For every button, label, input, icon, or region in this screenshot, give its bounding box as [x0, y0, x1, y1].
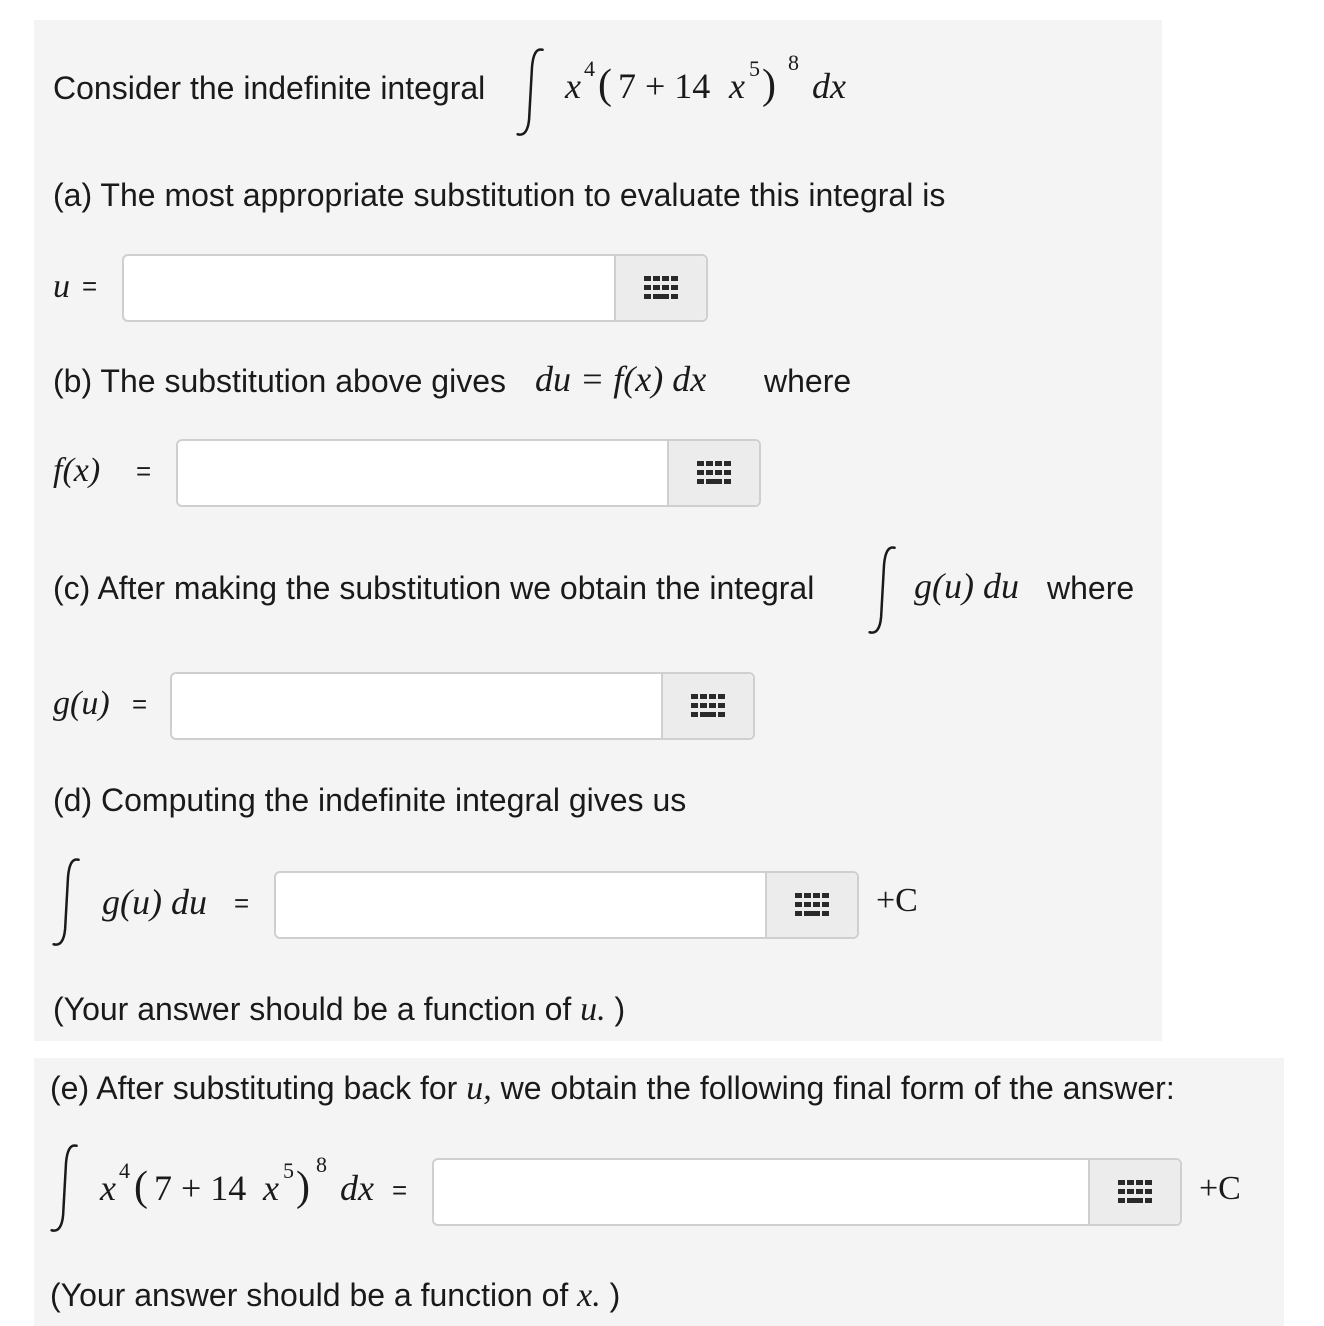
intro-inner-exp: 5: [749, 56, 760, 81]
grid-keyboard-icon: [697, 461, 731, 485]
part-e-answer-field: [432, 1158, 1182, 1226]
grid-keyboard-icon: [691, 694, 725, 718]
part-b-label-eq: =: [136, 456, 152, 486]
part-a-math-keyboard-button[interactable]: [614, 256, 706, 320]
part-d-label: g(u) du: [102, 882, 207, 922]
intro-integrand-base: x: [565, 66, 581, 106]
integral-sign-icon: [864, 542, 904, 638]
integral-sign-icon: [46, 1140, 86, 1236]
intro-inner: 7 + 14: [618, 66, 711, 106]
intro-paren-open: (: [598, 62, 612, 108]
part-e-inner: 7 + 14: [154, 1168, 247, 1208]
part-e-differential: dx: [340, 1168, 374, 1208]
part-b-answer-input[interactable]: [178, 441, 669, 505]
part-c-prompt: (c) After making the substitution we obtain the integral: [53, 570, 815, 606]
part-e-inner-var: x: [263, 1168, 279, 1208]
part-e-note: (Your answer should be a function of x. ): [50, 1277, 621, 1314]
part-e-prompt: (e) After substituting back for u, we obtain the following final form of the answer:: [50, 1070, 1175, 1107]
part-e-integrand-base: x: [100, 1168, 116, 1208]
part-b-label: f(x): [53, 452, 101, 489]
grid-keyboard-icon: [644, 276, 678, 300]
intro-text: Consider the indefinite integral: [53, 70, 486, 106]
part-d-answer-field: [274, 871, 859, 939]
grid-keyboard-icon: [795, 893, 829, 917]
intro-outer-exp: 8: [788, 50, 799, 75]
grid-keyboard-icon: [1118, 1180, 1152, 1204]
intro-integrand-exp: 4: [584, 56, 595, 81]
integral-sign-icon: [512, 44, 552, 140]
part-b-math-keyboard-button[interactable]: [667, 441, 759, 505]
part-e-paren-close: ): [296, 1164, 310, 1210]
integral-sign-icon: [48, 854, 88, 950]
part-d-note: (Your answer should be a function of u. ): [53, 991, 626, 1028]
part-e-label-eq: =: [392, 1175, 408, 1205]
part-a-label-var: u: [53, 268, 70, 305]
part-a-answer-field: [122, 254, 708, 322]
part-b-prompt-where: where: [764, 363, 852, 399]
part-e-answer-input[interactable]: [434, 1160, 1090, 1224]
part-b-prompt: (b) The substitution above gives: [53, 363, 506, 399]
intro-differential: dx: [812, 66, 846, 106]
part-b-answer-field: [176, 439, 761, 507]
part-a-prompt: (a) The most appropriate substitution to evaluate this integral is: [53, 177, 946, 213]
part-d-constant: +C: [876, 882, 918, 919]
part-d-prompt: (d) Computing the indefinite integral gives us: [53, 782, 687, 818]
part-c-answer-input[interactable]: [172, 674, 663, 738]
part-b-formula: du = f(x) dx: [535, 359, 707, 399]
part-e-constant: +C: [1199, 1170, 1241, 1207]
part-c-prompt-where: where: [1047, 570, 1135, 606]
part-e-paren-open: (: [134, 1164, 148, 1210]
part-e-math-keyboard-button[interactable]: [1088, 1160, 1180, 1224]
part-c-label-eq: =: [132, 689, 148, 719]
part-a-answer-input[interactable]: [124, 256, 616, 320]
part-c-math-keyboard-button[interactable]: [661, 674, 753, 738]
part-e-inner-exp: 5: [283, 1158, 294, 1183]
part-c-formula: g(u) du: [914, 566, 1019, 606]
part-c-answer-field: [170, 672, 755, 740]
part-e-integrand-exp: 4: [119, 1158, 130, 1183]
part-c-label: g(u): [53, 685, 110, 722]
part-d-label-eq: =: [234, 888, 250, 918]
part-a-label-eq: =: [82, 271, 98, 301]
part-e-outer-exp: 8: [316, 1152, 327, 1177]
intro-paren-close: ): [762, 62, 776, 108]
intro-inner-var: x: [729, 66, 745, 106]
part-d-answer-input[interactable]: [276, 873, 767, 937]
part-d-math-keyboard-button[interactable]: [765, 873, 857, 937]
